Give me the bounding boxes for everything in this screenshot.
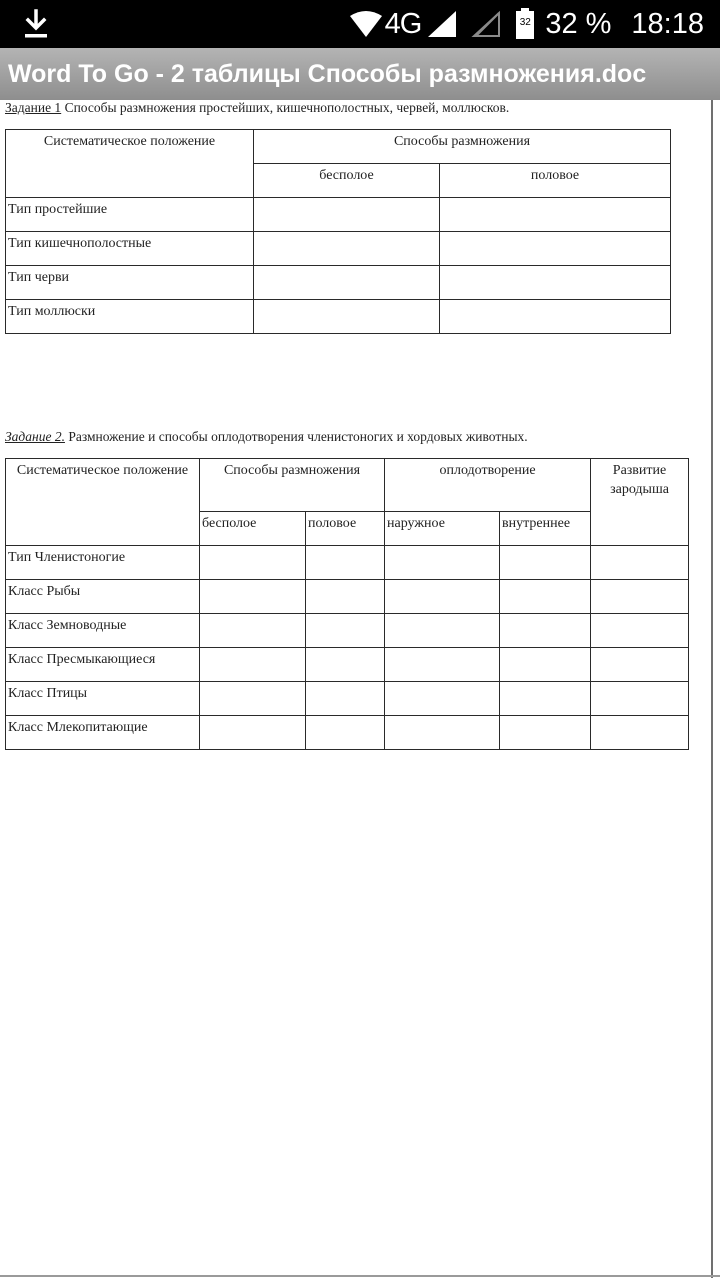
task2-heading bbox=[5, 429, 528, 445]
table-row bbox=[6, 614, 689, 648]
cell-development[interactable] bbox=[591, 580, 689, 614]
cell-development[interactable] bbox=[591, 614, 689, 648]
cell-external[interactable] bbox=[385, 716, 500, 750]
table-row bbox=[6, 546, 689, 580]
task2-label: Задание 2. bbox=[5, 429, 65, 444]
cell-external[interactable] bbox=[385, 648, 500, 682]
cell-asexual[interactable] bbox=[254, 198, 440, 232]
cell-asexual[interactable] bbox=[200, 648, 306, 682]
wifi-icon bbox=[349, 10, 383, 38]
status-bar bbox=[0, 0, 720, 48]
row-label: Класс Млекопитающие bbox=[6, 716, 200, 750]
cell-development[interactable] bbox=[591, 682, 689, 716]
cell-internal[interactable] bbox=[500, 614, 591, 648]
row-label: Класс Птицы bbox=[6, 682, 200, 716]
cell-sexual[interactable] bbox=[440, 198, 671, 232]
cell-asexual[interactable] bbox=[200, 682, 306, 716]
cell-asexual[interactable] bbox=[200, 546, 306, 580]
signal-icon bbox=[427, 10, 457, 38]
row-label: Тип кишечнополостные bbox=[6, 232, 254, 266]
cell-asexual[interactable] bbox=[254, 266, 440, 300]
cell-internal[interactable] bbox=[500, 682, 591, 716]
cell-asexual[interactable] bbox=[254, 300, 440, 334]
cell-internal[interactable] bbox=[500, 648, 591, 682]
row-label: Тип Членистоногие bbox=[6, 546, 200, 580]
cell-sexual[interactable] bbox=[440, 232, 671, 266]
header-sexual: половое bbox=[306, 512, 385, 546]
cell-sexual[interactable] bbox=[306, 580, 385, 614]
table-fertilization-methods bbox=[5, 458, 689, 750]
row-label: Тип черви bbox=[6, 266, 254, 300]
table-row bbox=[6, 716, 689, 750]
download-arrow-icon bbox=[22, 9, 50, 39]
header-systematic-position: Систематическое положение bbox=[6, 130, 254, 198]
cell-development[interactable] bbox=[591, 716, 689, 750]
table-row bbox=[6, 232, 671, 266]
cell-external[interactable] bbox=[385, 546, 500, 580]
cell-sexual[interactable] bbox=[306, 648, 385, 682]
header-internal: внутреннее bbox=[500, 512, 591, 546]
cell-development[interactable] bbox=[591, 546, 689, 580]
task1-heading bbox=[5, 100, 509, 116]
cell-internal[interactable] bbox=[500, 716, 591, 750]
row-label: Тип простейшие bbox=[6, 198, 254, 232]
header-asexual: бесполое bbox=[254, 164, 440, 198]
cell-asexual[interactable] bbox=[200, 580, 306, 614]
page-right-edge bbox=[711, 100, 713, 1278]
cell-external[interactable] bbox=[385, 682, 500, 716]
row-label: Класс Земноводные bbox=[6, 614, 200, 648]
task1-text: Способы размножения простейших, кишечнополостных, червей, моллюсков. bbox=[61, 100, 510, 115]
cell-external[interactable] bbox=[385, 580, 500, 614]
cell-sexual[interactable] bbox=[306, 716, 385, 750]
task2-text: Размножение и способы оплодотворения членистоногих и хордовых животных. bbox=[64, 429, 528, 444]
clock: 18:18 bbox=[631, 7, 704, 40]
cell-asexual[interactable] bbox=[254, 232, 440, 266]
header-fertilization: оплодотворение bbox=[385, 459, 591, 512]
cell-external[interactable] bbox=[385, 614, 500, 648]
cell-sexual[interactable] bbox=[306, 614, 385, 648]
header-external: наружное bbox=[385, 512, 500, 546]
cell-sexual[interactable] bbox=[440, 300, 671, 334]
battery-level: 32 bbox=[519, 17, 531, 28]
status-icons bbox=[343, 0, 704, 48]
app-title-bar bbox=[0, 48, 720, 100]
table-row bbox=[6, 198, 671, 232]
document-title: Word To Go - 2 таблицы Способы размножения.doc bbox=[8, 60, 647, 88]
row-label: Класс Рыбы bbox=[6, 580, 200, 614]
page-bottom-edge bbox=[0, 1275, 720, 1277]
cell-asexual[interactable] bbox=[200, 716, 306, 750]
table-row bbox=[6, 648, 689, 682]
table-reproduction-methods bbox=[5, 129, 671, 334]
header-reproduction-methods: Способы размножения bbox=[200, 459, 385, 512]
table-row bbox=[6, 682, 689, 716]
cell-sexual[interactable] bbox=[440, 266, 671, 300]
cell-sexual[interactable] bbox=[306, 546, 385, 580]
row-label: Класс Пресмыкающиеся bbox=[6, 648, 200, 682]
signal-empty-icon bbox=[471, 10, 501, 38]
header-asexual: бесполое bbox=[200, 512, 306, 546]
battery-icon bbox=[515, 8, 535, 40]
network-type: 4G bbox=[384, 7, 422, 40]
header-reproduction-methods: Способы размножения bbox=[254, 130, 671, 164]
cell-sexual[interactable] bbox=[306, 682, 385, 716]
header-sexual: половое bbox=[440, 164, 671, 198]
task1-label: Задание 1 bbox=[5, 100, 62, 115]
cell-asexual[interactable] bbox=[200, 614, 306, 648]
cell-internal[interactable] bbox=[500, 580, 591, 614]
header-embryo-development: Развитие зародыша bbox=[591, 459, 689, 546]
table-row bbox=[6, 300, 671, 334]
header-systematic-position: Систематическое положение bbox=[6, 459, 200, 546]
table-row bbox=[6, 580, 689, 614]
battery-percent: 32 % bbox=[545, 7, 612, 40]
cell-internal[interactable] bbox=[500, 546, 591, 580]
table-row bbox=[6, 266, 671, 300]
row-label: Тип моллюски bbox=[6, 300, 254, 334]
cell-development[interactable] bbox=[591, 648, 689, 682]
